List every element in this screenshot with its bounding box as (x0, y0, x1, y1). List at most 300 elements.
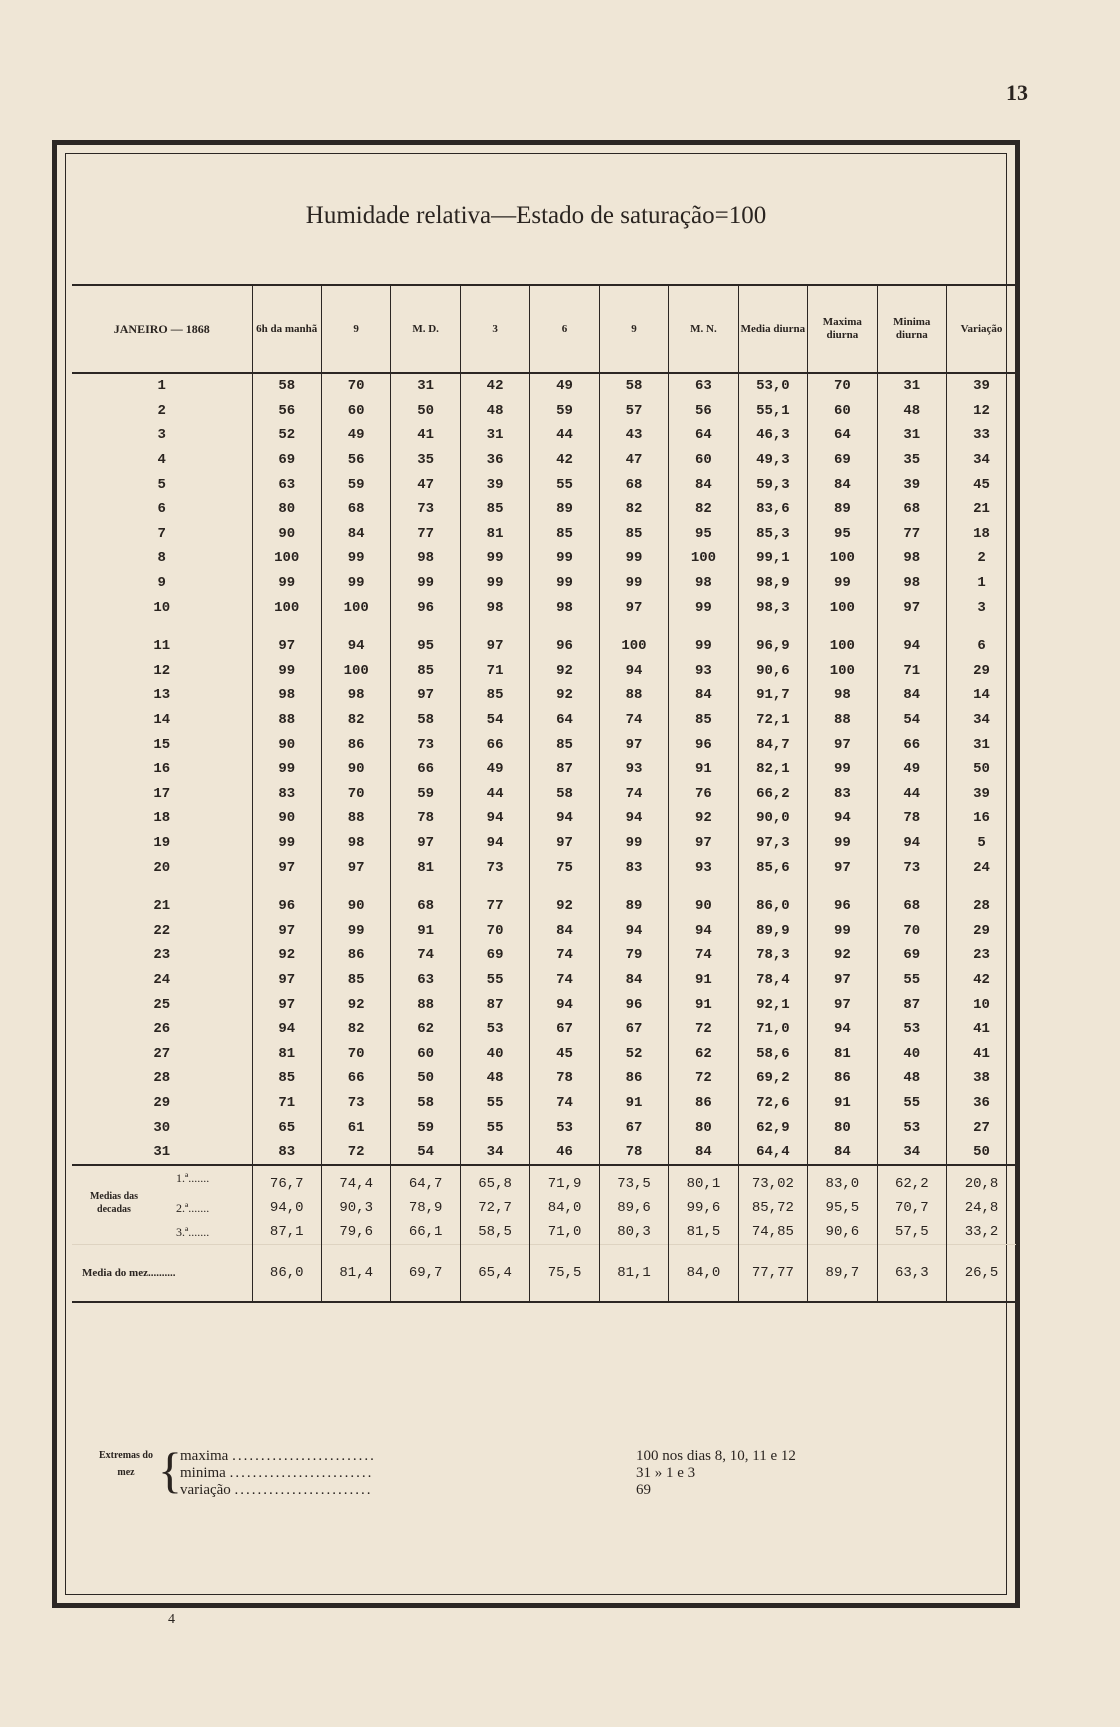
table-cell: 71 (460, 659, 529, 684)
table-cell: 90 (321, 757, 390, 782)
table-cell: 46 (530, 1140, 599, 1166)
column-header: Maxima diurna (808, 285, 877, 373)
table-row (72, 1140, 1016, 1166)
table-cell: 6 (947, 634, 1016, 659)
table-cell: 44 (460, 782, 529, 807)
table-cell: 88 (808, 708, 877, 733)
table-cell: 84,0 (530, 1196, 599, 1220)
table-cell: 97 (391, 683, 460, 708)
table-row (72, 757, 1016, 782)
table-cell: 85 (530, 732, 599, 757)
table-cell: 40 (460, 1041, 529, 1066)
table-cell: 85,72 (738, 1196, 807, 1220)
table-cell: 97 (530, 831, 599, 856)
table-cell: 81 (808, 1041, 877, 1066)
table-cell: 70 (321, 1041, 390, 1066)
table-cell: 63 (252, 472, 321, 497)
table-cell: 76,7 (252, 1165, 321, 1196)
table-cell: 9 (157, 575, 166, 592)
table-cell: 90,0 (738, 806, 807, 831)
table-cell: 1 (157, 378, 166, 395)
decade-label: 1.ª....... (176, 1171, 210, 1186)
table-cell: 73,5 (599, 1165, 668, 1196)
table-cell: 99,6 (669, 1196, 738, 1220)
table-cell: 83,0 (808, 1165, 877, 1196)
table-cell: 91 (669, 968, 738, 993)
table-cell: 98,3 (738, 595, 807, 620)
table-cell: 70,7 (877, 1196, 946, 1220)
table-cell: 85 (460, 497, 529, 522)
table-cell: 55 (530, 472, 599, 497)
table-cell: 68 (877, 894, 946, 919)
table-cell: 31 (877, 373, 946, 399)
table-cell: 98 (460, 595, 529, 620)
table-cell: 62 (391, 1017, 460, 1042)
table-cell: 84 (321, 522, 390, 547)
table-cell: 12 (947, 399, 1016, 424)
table-cell: 99 (808, 918, 877, 943)
table-row (72, 1115, 1016, 1140)
table-cell: 58 (391, 708, 460, 733)
table-cell: 19 (153, 834, 171, 851)
table-cell: 92 (669, 806, 738, 831)
table-cell: 72 (321, 1140, 390, 1166)
table-cell: 92 (808, 943, 877, 968)
table-cell: 76 (669, 782, 738, 807)
table-cell: 21 (153, 898, 171, 915)
column-header: M. D. (391, 285, 460, 373)
table-cell: 99 (599, 571, 668, 596)
table-cell: 64,4 (738, 1140, 807, 1166)
table-cell: 31 (947, 732, 1016, 757)
table-cell: 60 (391, 1041, 460, 1066)
table-cell: 42 (530, 448, 599, 473)
extreme-row (180, 1447, 796, 1465)
table-cell: 85,3 (738, 522, 807, 547)
table-cell: 66,2 (738, 782, 807, 807)
table-row (72, 732, 1016, 757)
spacer-cell (947, 620, 1016, 634)
table-cell: 97 (599, 595, 668, 620)
table-cell: 69 (252, 448, 321, 473)
table-cell: 78 (599, 1140, 668, 1166)
table-cell: 62,2 (877, 1165, 946, 1196)
table-cell: 97 (599, 732, 668, 757)
spacer-cell (738, 880, 807, 894)
column-header: M. N. (669, 285, 738, 373)
spacer-cell (252, 880, 321, 894)
table-cell: 69 (877, 943, 946, 968)
table-cell: 96 (391, 595, 460, 620)
table-cell: 100 (808, 595, 877, 620)
table-cell: 3 (157, 427, 166, 444)
table-row (72, 1091, 1016, 1116)
table-cell: 70 (321, 373, 390, 399)
table-cell: 18 (947, 522, 1016, 547)
spacer-cell (599, 880, 668, 894)
table-cell: 13 (153, 687, 171, 704)
table-row (72, 571, 1016, 596)
column-header: 9 (599, 285, 668, 373)
spacer-cell (808, 620, 877, 634)
table-cell: 70 (808, 373, 877, 399)
table-cell: 72,6 (738, 1091, 807, 1116)
table-cell: 16 (947, 806, 1016, 831)
table-cell: 94 (599, 659, 668, 684)
table-row (72, 423, 1016, 448)
inner-frame (65, 153, 1007, 1595)
table-cell: 59,3 (738, 472, 807, 497)
extreme-row (180, 1481, 651, 1499)
table-cell: 92,1 (738, 992, 807, 1017)
table-cell: 69 (460, 943, 529, 968)
table-cell: 78 (391, 806, 460, 831)
table-cell: 27 (947, 1115, 1016, 1140)
spacer-cell (530, 880, 599, 894)
table-cell: 74 (530, 968, 599, 993)
table-cell: 85 (530, 522, 599, 547)
table-cell: 98 (877, 571, 946, 596)
table-cell: 99 (530, 546, 599, 571)
table-cell: 81,5 (669, 1220, 738, 1245)
group-spacer (72, 880, 1016, 894)
extremes-label: Extremas do mez (99, 1450, 153, 1478)
table-cell: 87 (530, 757, 599, 782)
table-cell: 94 (808, 806, 877, 831)
table-row (72, 1017, 1016, 1042)
page-title: Humidade relativa—Estado de saturação=100 (305, 202, 767, 229)
table-cell: 61 (321, 1115, 390, 1140)
table-cell: 80 (808, 1115, 877, 1140)
humidity-table (72, 284, 1016, 1303)
table-cell: 99 (460, 571, 529, 596)
table-cell: 77 (460, 894, 529, 919)
table-cell: 87 (877, 992, 946, 1017)
table-cell: 70 (321, 782, 390, 807)
table-cell: 82 (321, 1017, 390, 1042)
table-cell: 49,3 (738, 448, 807, 473)
table-cell: 94 (530, 992, 599, 1017)
table-cell: 90 (321, 894, 390, 919)
table-cell: 66 (460, 732, 529, 757)
spacer-cell (877, 880, 946, 894)
table-row (72, 1041, 1016, 1066)
table-cell: 94 (530, 806, 599, 831)
table-cell: 90,3 (321, 1196, 390, 1220)
table-cell: 33 (947, 423, 1016, 448)
table-cell: 99 (252, 659, 321, 684)
table-cell: 47 (599, 448, 668, 473)
table-cell: 67 (599, 1115, 668, 1140)
table-cell: 60 (321, 399, 390, 424)
table-cell: 40 (877, 1041, 946, 1066)
table-cell: 74 (599, 782, 668, 807)
spacer-cell (321, 880, 390, 894)
table-cell: 100 (321, 659, 390, 684)
table-cell: 4 (157, 452, 166, 469)
table-cell: 97 (252, 992, 321, 1017)
extreme-label: maxima (180, 1448, 229, 1464)
table-cell: 17 (153, 785, 171, 802)
table-cell: 90,6 (738, 659, 807, 684)
table-row (72, 968, 1016, 993)
table-cell: 96 (252, 894, 321, 919)
table-cell: 99 (252, 831, 321, 856)
table-cell: 31 (153, 1144, 171, 1161)
table-cell: 70 (877, 918, 946, 943)
table-cell: 97 (808, 968, 877, 993)
table-cell: 69,2 (738, 1066, 807, 1091)
table-cell: 86,0 (738, 894, 807, 919)
table-cell: 58 (599, 373, 668, 399)
table-cell: 95 (391, 634, 460, 659)
table-cell: 35 (877, 448, 946, 473)
table-cell: 99 (669, 595, 738, 620)
table-cell: 66 (321, 1066, 390, 1091)
column-header: Minima diurna (877, 285, 946, 373)
table-cell: 93 (669, 659, 738, 684)
table-cell: 78,3 (738, 943, 807, 968)
table-cell: 35 (391, 448, 460, 473)
table-cell: 84 (599, 968, 668, 993)
table-cell: 64,7 (391, 1165, 460, 1196)
table-cell: 81 (391, 855, 460, 880)
column-header: 6h da manhã (252, 285, 321, 373)
table-cell: 86 (599, 1066, 668, 1091)
table-cell: 89 (530, 497, 599, 522)
table-cell: 58 (530, 782, 599, 807)
table-cell: 96 (599, 992, 668, 1017)
table-cell: 77,77 (738, 1245, 807, 1303)
table-cell: 73 (877, 855, 946, 880)
table-cell: 48 (877, 1066, 946, 1091)
table-cell: 100 (252, 546, 321, 571)
table-cell: 48 (460, 1066, 529, 1091)
table-cell: 99 (252, 757, 321, 782)
table-cell: 99 (808, 571, 877, 596)
table-cell: 55 (460, 968, 529, 993)
table-cell: 93 (669, 855, 738, 880)
table-cell: 55 (460, 1115, 529, 1140)
table-cell: 97 (808, 855, 877, 880)
table-cell: 96,9 (738, 634, 807, 659)
table-cell: 99 (460, 546, 529, 571)
table-cell: 84 (669, 1140, 738, 1166)
table-cell: 94 (599, 806, 668, 831)
table-cell: 67 (530, 1017, 599, 1042)
page-number: 13 (1006, 80, 1028, 105)
table-cell: 73 (460, 855, 529, 880)
table-cell: 39 (947, 782, 1016, 807)
decade-row (72, 1165, 1016, 1196)
table-cell: 71,9 (530, 1165, 599, 1196)
table-cell: 11 (153, 638, 171, 655)
table-cell: 49 (877, 757, 946, 782)
leader-dots: ........................ (234, 1482, 373, 1498)
table-cell: 71,0 (530, 1220, 599, 1245)
column-header: Media diurna (738, 285, 807, 373)
table-cell: 99 (321, 918, 390, 943)
table-cell: 41 (947, 1041, 1016, 1066)
table-cell: 56 (321, 448, 390, 473)
table-cell: 97 (808, 992, 877, 1017)
table-cell: 52 (599, 1041, 668, 1066)
table-cell: 44 (877, 782, 946, 807)
table-cell: 100 (808, 659, 877, 684)
table-cell: 6 (157, 501, 166, 518)
column-header: JANEIRO — 1868 (72, 285, 252, 373)
table-cell: 85 (460, 683, 529, 708)
table-row (72, 546, 1016, 571)
table-cell: 81 (252, 1041, 321, 1066)
table-cell: 41 (391, 423, 460, 448)
table-cell: 80 (252, 497, 321, 522)
table-cell: 20,8 (947, 1165, 1016, 1196)
table-cell: 31 (877, 423, 946, 448)
table-cell: 88 (391, 992, 460, 1017)
table-cell: 99 (808, 757, 877, 782)
table-cell: 34 (877, 1140, 946, 1166)
table-cell: 66,1 (391, 1220, 460, 1245)
table-cell: 56 (669, 399, 738, 424)
table-cell: 74,4 (321, 1165, 390, 1196)
spacer-cell (391, 620, 460, 634)
table-cell: 60 (808, 399, 877, 424)
table-cell: 96 (530, 634, 599, 659)
table-cell: 39 (947, 373, 1016, 399)
table-cell: 100 (808, 634, 877, 659)
extreme-label: variação (180, 1482, 231, 1498)
table-cell: 73,02 (738, 1165, 807, 1196)
table-cell: 91 (669, 757, 738, 782)
table-cell: 70 (460, 918, 529, 943)
table-cell: 84 (669, 472, 738, 497)
table-cell: Media do mez.......... (72, 1245, 252, 1303)
table-cell: 99 (252, 571, 321, 596)
table-cell: 95 (808, 522, 877, 547)
table-cell: 82 (321, 708, 390, 733)
table-cell: 58,5 (460, 1220, 529, 1245)
table-cell: 74 (530, 1091, 599, 1116)
table-cell: 97 (252, 968, 321, 993)
table-cell: 100 (321, 595, 390, 620)
table-cell: 78,4 (738, 968, 807, 993)
footer-number: 4 (168, 1612, 175, 1627)
table-cell: 98 (530, 595, 599, 620)
table-cell: 91,7 (738, 683, 807, 708)
table-cell: 50 (947, 1140, 1016, 1166)
table-cell: 86 (669, 1091, 738, 1116)
table-cell: 90,6 (808, 1220, 877, 1245)
brace-icon: { (158, 1442, 182, 1498)
table-cell: 53 (877, 1017, 946, 1042)
table-cell: 79,6 (321, 1220, 390, 1245)
spacer-cell (530, 620, 599, 634)
decade-label: 2.ª....... (176, 1201, 210, 1216)
table-cell: 97 (669, 831, 738, 856)
table-cell: 80 (669, 1115, 738, 1140)
table-cell: 50 (391, 399, 460, 424)
table-cell: 53 (530, 1115, 599, 1140)
table-cell: 94 (460, 806, 529, 831)
table-cell: 27 (153, 1045, 171, 1062)
table-cell: 53,0 (738, 373, 807, 399)
table-cell: 65,4 (460, 1245, 529, 1303)
table-cell: 31 (391, 373, 460, 399)
table-cell: 59 (391, 1115, 460, 1140)
table-cell: 98 (252, 683, 321, 708)
table-row (72, 708, 1016, 733)
table-cell: 55 (460, 1091, 529, 1116)
table-cell: 8 (157, 550, 166, 567)
table-cell: 50 (391, 1066, 460, 1091)
month-mean-row (72, 1245, 1016, 1303)
table-cell: 100 (808, 546, 877, 571)
table-cell: 93 (599, 757, 668, 782)
table-cell: 29 (947, 918, 1016, 943)
extreme-value: 100 nos dias 8, 10, 11 e 12 (636, 1448, 796, 1464)
table-cell: 64 (669, 423, 738, 448)
table-cell: 89 (599, 894, 668, 919)
table-cell: 99 (599, 831, 668, 856)
table-cell: 58 (391, 1091, 460, 1116)
table-cell: 59 (530, 399, 599, 424)
table-cell: 99 (321, 546, 390, 571)
table-cell: 82,1 (738, 757, 807, 782)
table-cell: 54 (460, 708, 529, 733)
table-cell: 23 (153, 947, 171, 964)
table-cell: 80,1 (669, 1165, 738, 1196)
table-cell: 97 (321, 855, 390, 880)
table-cell: 63,3 (877, 1245, 946, 1303)
table-cell: 72 (669, 1066, 738, 1091)
table-cell: 83 (599, 855, 668, 880)
table-cell: 85 (391, 659, 460, 684)
table-cell: 99 (530, 571, 599, 596)
table-cell: 82 (599, 497, 668, 522)
table-cell: 74 (669, 943, 738, 968)
table-body (72, 373, 1016, 1302)
table-cell: 86 (321, 732, 390, 757)
table-cell: 34 (947, 448, 1016, 473)
table-cell: 85 (321, 968, 390, 993)
table-cell: 100 (252, 595, 321, 620)
table-cell: 60 (669, 448, 738, 473)
table-cell: 68 (877, 497, 946, 522)
table-cell: 30 (153, 1119, 171, 1136)
table-row (72, 472, 1016, 497)
table-cell: 57,5 (877, 1220, 946, 1245)
table-cell: 97,3 (738, 831, 807, 856)
table-cell: 48 (460, 399, 529, 424)
decade-label-cell (72, 1196, 252, 1220)
spacer-cell (391, 880, 460, 894)
table-cell: 24 (947, 855, 1016, 880)
table-row (72, 595, 1016, 620)
table-cell: 90 (252, 732, 321, 757)
table-cell: 84 (530, 918, 599, 943)
table-cell: 58 (252, 373, 321, 399)
table-cell: 10 (153, 599, 171, 616)
table-cell: 89,7 (808, 1245, 877, 1303)
table-cell: 86 (321, 943, 390, 968)
table-frame (52, 140, 1020, 1608)
table-cell: 31 (460, 423, 529, 448)
table-cell: 97 (252, 855, 321, 880)
table-cell: 75,5 (530, 1245, 599, 1303)
table-cell: 52 (252, 423, 321, 448)
table-cell: 91 (669, 992, 738, 1017)
